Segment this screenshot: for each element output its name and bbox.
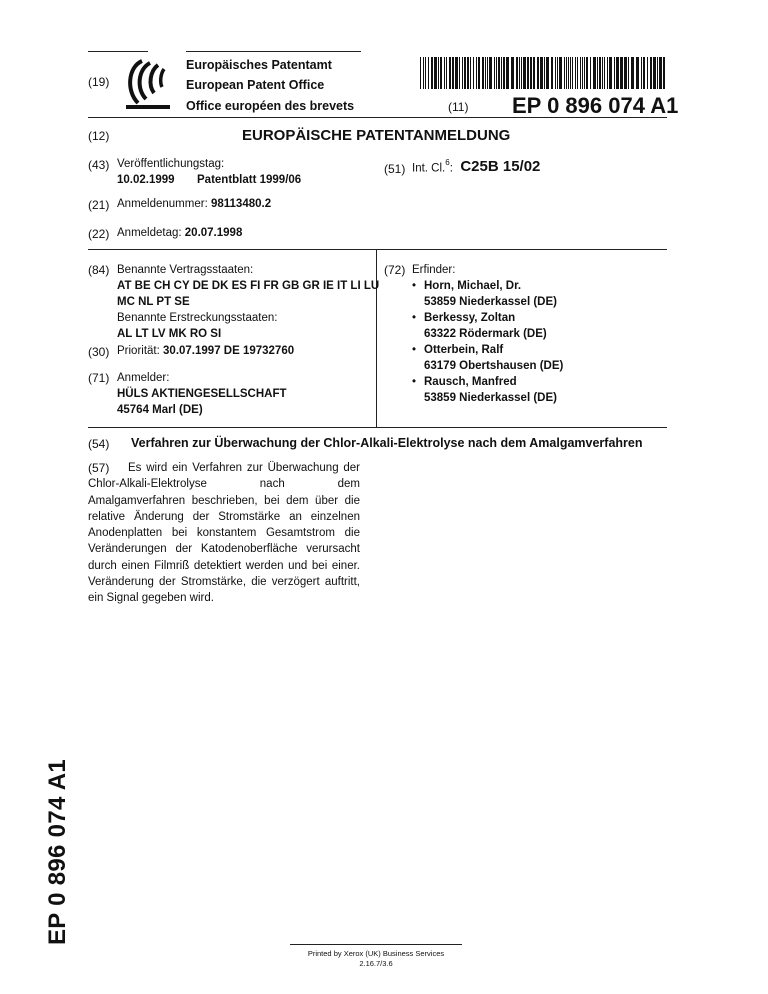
inventor-bullet: • [412, 280, 417, 292]
inventor-address: 53859 Niederkassel (DE) [424, 392, 557, 404]
filing-date-label: Anmeldetag: [117, 227, 182, 239]
code-54: (54) [88, 437, 110, 451]
code-72: (72) [384, 263, 406, 277]
publication-number: EP 0 896 074 A1 [512, 93, 679, 118]
inventor-name: Berkessy, Zoltan [424, 312, 516, 324]
header-rule-top-left [88, 51, 148, 52]
inventor-item [412, 310, 563, 342]
footer-printer: Printed by Xerox (UK) Business Services [307, 949, 445, 958]
classification-superscript: 6 [445, 158, 450, 167]
header-rule-top [186, 51, 361, 52]
designated-states-line1: AT BE CH CY DE DK ES FI FR GB GR IE IT LI LU [117, 280, 380, 292]
classification-label: Int. Cl. [412, 162, 446, 175]
inventor-bullet: • [412, 376, 417, 388]
applicant-name: HÜLS AKTIENGESELLSCHAFT [117, 388, 287, 400]
filing-date-value: 20.07.1998 [184, 227, 243, 239]
epo-logo-icon [120, 57, 180, 113]
designated-states-line2: MC NL PT SE [117, 296, 190, 308]
code-43: (43) [88, 158, 110, 172]
inventor-name: Horn, Michael, Dr. [424, 280, 522, 292]
publication-label: Veröffentlichungstag: [117, 158, 225, 170]
side-publication-number: EP 0 896 074 A1 [44, 759, 71, 945]
applicant-label: Anmelder: [117, 372, 170, 384]
barcode [420, 57, 666, 89]
priority-label: Priorität: [117, 345, 160, 357]
barcode-graphic [420, 57, 666, 89]
extension-states: AL LT LV MK RO SI [117, 328, 222, 340]
code-57: (57) [88, 461, 110, 475]
publication-bulletin: Patentblatt 1999/06 [197, 174, 302, 186]
designated-states-label: Benannte Vertragsstaaten: [117, 264, 254, 276]
inventor-item [412, 278, 563, 310]
bib-rule-bottom [88, 427, 667, 428]
application-number-label: Anmeldenummer: [117, 198, 208, 210]
code-51: (51) [384, 162, 406, 176]
inventor-address: 63179 Obertshausen (DE) [424, 360, 564, 372]
footer-code: 2.16.7/3.6 [359, 959, 393, 968]
code-30: (30) [88, 345, 110, 359]
inventor-item [412, 374, 563, 406]
code-19: (19) [88, 75, 110, 89]
inventor-item [412, 342, 563, 374]
inventor-bullet: • [412, 312, 417, 324]
code-22: (22) [88, 227, 110, 241]
code-21: (21) [88, 198, 110, 212]
application-number [117, 198, 271, 210]
applicant [117, 370, 287, 418]
inventors [412, 262, 563, 406]
inventor-address: 53859 Niederkassel (DE) [424, 296, 557, 308]
applicant-address: 45764 Marl (DE) [117, 404, 203, 416]
filing-date [117, 227, 242, 239]
inventor-bullet: • [412, 344, 417, 356]
classification [412, 158, 540, 176]
publication-date: 10.02.1999 [117, 174, 175, 186]
code-71: (71) [88, 371, 110, 385]
office-name-fr: Office européen des brevets [186, 99, 355, 113]
code-12: (12) [88, 129, 110, 143]
code-84: (84) [88, 263, 110, 277]
priority [117, 345, 294, 357]
document-type: EUROPÄISCHE PATENTANMELDUNG [242, 127, 511, 144]
classification-colon: : [449, 162, 453, 175]
invention-title: Verfahren zur Überwachung der Chlor-Alkali-Elektrolyse nach dem Amalgamverfahren [131, 436, 643, 450]
bib-rule-top [88, 249, 667, 250]
footer-rule [290, 944, 462, 945]
designated-states [117, 262, 379, 342]
priority-value: 30.07.1997 DE 19732760 [163, 345, 295, 357]
application-number-value: 98113480.2 [210, 198, 272, 210]
abstract-text: Es wird ein Verfahren zur Überwachung der Chlor-Alkali-Elektrolyse nach dem Amalgamverfahren beschrieben, bei dem über die relative Änderung der Stromstärke an einzelnen Anodenplatten bei konstantem Gesamtstrom die Veränderungen der Katodenoberfläche verursacht durch einen Filmriß detektiert werden und bei einer. Veränderung der Stromstärke, die verzögert auftritt, ein Signal gegeben wird. [88, 462, 360, 605]
classification-value: C25B 15/02 [460, 158, 541, 176]
extension-states-label: Benannte Erstreckungsstaaten: [117, 312, 278, 324]
inventor-name: Rausch, Manfred [424, 376, 517, 388]
inventor-address: 63322 Rödermark (DE) [424, 328, 547, 340]
code-11: (11) [448, 100, 469, 114]
office-name-en: European Patent Office [186, 78, 325, 92]
inventor-name: Otterbein, Ralf [424, 344, 504, 356]
office-name-de: Europäisches Patentamt [186, 58, 332, 72]
inventors-label: Erfinder: [412, 264, 456, 276]
